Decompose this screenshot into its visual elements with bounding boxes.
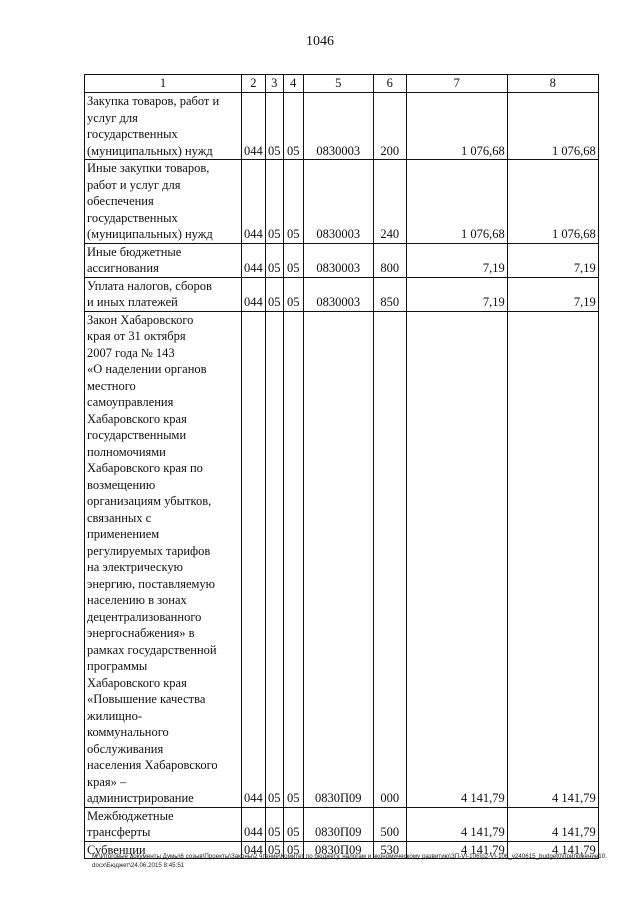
cell-item-name — [85, 93, 242, 160]
item-name-line: децентрализованного — [87, 609, 202, 624]
cell-amount-col7: 4 141,79 — [406, 841, 507, 859]
table-row — [85, 311, 599, 807]
cell-amount-col8: 7,19 — [507, 277, 598, 311]
item-name-line: государственных — [87, 210, 178, 225]
cell-ministry-code: 044 — [242, 243, 266, 277]
item-name-line: коммунального — [87, 725, 169, 739]
cell-section: 05 — [265, 93, 283, 160]
cell-expense-type: 500 — [373, 807, 406, 841]
cell-item-name — [85, 311, 242, 807]
item-name-line: Иные бюджетные — [87, 244, 182, 259]
column-header: 7 — [406, 75, 507, 93]
cell-amount-col8: 1 076,68 — [507, 93, 598, 160]
cell-amount-col7: 4 141,79 — [406, 807, 507, 841]
item-name-line: местного — [87, 378, 136, 393]
cell-target-article: 0830003 — [303, 93, 373, 160]
item-name-line: Закон Хабаровского — [87, 312, 194, 327]
item-name-line: администрирование — [87, 791, 194, 805]
item-name-line: энергоснабжения» в — [87, 626, 195, 640]
cell-subsection: 05 — [283, 93, 303, 160]
column-header: 8 — [507, 75, 598, 93]
item-name-line: Уплата налогов, сборов — [87, 278, 212, 293]
item-name-line: Хабаровского края по — [87, 461, 203, 475]
item-name-line: обслуживания — [87, 741, 164, 756]
cell-section: 05 — [265, 277, 283, 311]
cell-subsection: 05 — [283, 243, 303, 277]
cell-amount-col7: 1 076,68 — [406, 93, 507, 160]
cell-item-name — [85, 277, 242, 311]
cell-subsection: 05 — [283, 311, 303, 807]
item-name-line: самоуправления — [87, 395, 174, 409]
cell-subsection: 05 — [283, 841, 303, 859]
cell-item-name — [85, 160, 242, 244]
item-name-line: края от 31 октября — [87, 329, 186, 343]
cell-amount-col8: 4 141,79 — [507, 841, 598, 859]
cell-section: 05 — [265, 311, 283, 807]
cell-subsection: 05 — [283, 807, 303, 841]
file-path-footer: M:\Итоговые документы Думы\6 созыв\Проекты\Законы\2 чтение\Комитет по бюджету, налогам и экономическому развитию\ЗП-VI-106\р2-VI-106_v240615_budget0\приложение10.docx\Бюджет\24.06.2015 8:45:51 — [92, 853, 607, 869]
cell-subsection: 05 — [283, 277, 303, 311]
item-name-line: населению в зонах — [87, 593, 187, 607]
item-name-line: регулируемых тарифов — [87, 543, 211, 558]
column-header: 3 — [265, 75, 283, 93]
item-name-line: трансферты — [87, 825, 151, 839]
item-name-line: государственных — [87, 127, 178, 141]
cell-expense-type: 000 — [373, 311, 406, 807]
item-name-line: связанных с — [87, 510, 152, 525]
item-name-line: программы — [87, 659, 148, 673]
cell-target-article: 0830003 — [303, 243, 373, 277]
item-name-line: рамках государственной — [87, 642, 217, 657]
cell-target-article: 0830П09 — [303, 841, 373, 859]
item-name-line: «О наделении органов — [87, 362, 207, 376]
column-header: 4 — [283, 75, 303, 93]
table-body — [85, 93, 599, 859]
budget-table — [84, 74, 599, 859]
cell-ministry-code: 044 — [242, 277, 266, 311]
cell-amount-col7: 4 141,79 — [406, 311, 507, 807]
table-row — [85, 807, 599, 841]
cell-amount-col8: 7,19 — [507, 243, 598, 277]
cell-ministry-code: 044 — [242, 93, 266, 160]
item-name-line: услуг для — [87, 110, 138, 125]
table-row — [85, 277, 599, 311]
item-name-line: жилищно- — [87, 708, 142, 723]
cell-expense-type: 530 — [373, 841, 406, 859]
column-header: 2 — [242, 75, 266, 93]
cell-amount-col7: 7,19 — [406, 277, 507, 311]
item-name-line: обеспечения — [87, 194, 154, 208]
item-name-line: населения Хабаровского — [87, 758, 218, 772]
column-header: 5 — [303, 75, 373, 93]
column-header: 1 — [85, 75, 242, 93]
cell-ministry-code: 044 — [242, 807, 266, 841]
item-name-line: Закупка товаров, работ и — [87, 94, 220, 108]
cell-section: 05 — [265, 841, 283, 859]
item-name-line: Субвенции — [87, 842, 146, 857]
cell-item-name — [85, 243, 242, 277]
item-name-line: Иные закупки товаров, — [87, 161, 210, 175]
item-name-line: края» – — [87, 774, 127, 789]
item-name-line: и иных платежей — [87, 295, 178, 309]
cell-subsection: 05 — [283, 160, 303, 244]
cell-ministry-code: 044 — [242, 311, 266, 807]
table-row — [85, 243, 599, 277]
cell-target-article: 0830003 — [303, 277, 373, 311]
cell-target-article: 0830П09 — [303, 807, 373, 841]
item-name-line: 2007 года № 143 — [87, 345, 175, 360]
table-row — [85, 93, 599, 160]
cell-target-article: 0830003 — [303, 160, 373, 244]
header-row — [85, 75, 599, 93]
item-name-line: ассигнования — [87, 261, 159, 275]
cell-ministry-code: 044 — [242, 841, 266, 859]
cell-amount-col8: 1 076,68 — [507, 160, 598, 244]
item-name-line: государственными — [87, 428, 187, 442]
table-row — [85, 160, 599, 244]
item-name-line: применением — [87, 527, 160, 541]
cell-ministry-code: 044 — [242, 160, 266, 244]
item-name-line: на электрическую — [87, 560, 183, 574]
item-name-line: энергию, поставляемую — [87, 576, 215, 591]
item-name-line: «Повышение качества — [87, 692, 206, 706]
cell-item-name — [85, 807, 242, 841]
item-name-line: организациям убытков, — [87, 494, 212, 508]
item-name-line: полномочиями — [87, 444, 166, 459]
cell-amount-col7: 1 076,68 — [406, 160, 507, 244]
cell-expense-type: 200 — [373, 93, 406, 160]
cell-section: 05 — [265, 807, 283, 841]
item-name-line: Хабаровского края — [87, 675, 187, 690]
cell-amount-col8: 4 141,79 — [507, 807, 598, 841]
cell-expense-type: 800 — [373, 243, 406, 277]
cell-section: 05 — [265, 243, 283, 277]
cell-expense-type: 850 — [373, 277, 406, 311]
cell-amount-col7: 7,19 — [406, 243, 507, 277]
item-name-line: Хабаровского края — [87, 411, 187, 426]
page-number: 1046 — [306, 34, 334, 49]
item-name-line: работ и услуг для — [87, 177, 181, 192]
cell-expense-type: 240 — [373, 160, 406, 244]
column-header: 6 — [373, 75, 406, 93]
cell-section: 05 — [265, 160, 283, 244]
cell-target-article: 0830П09 — [303, 311, 373, 807]
cell-amount-col8: 4 141,79 — [507, 311, 598, 807]
item-name-line: (муниципальных) нужд — [87, 227, 213, 241]
item-name-line: возмещению — [87, 477, 156, 492]
item-name-line: Межбюджетные — [87, 808, 174, 823]
item-name-line: (муниципальных) нужд — [87, 143, 213, 158]
